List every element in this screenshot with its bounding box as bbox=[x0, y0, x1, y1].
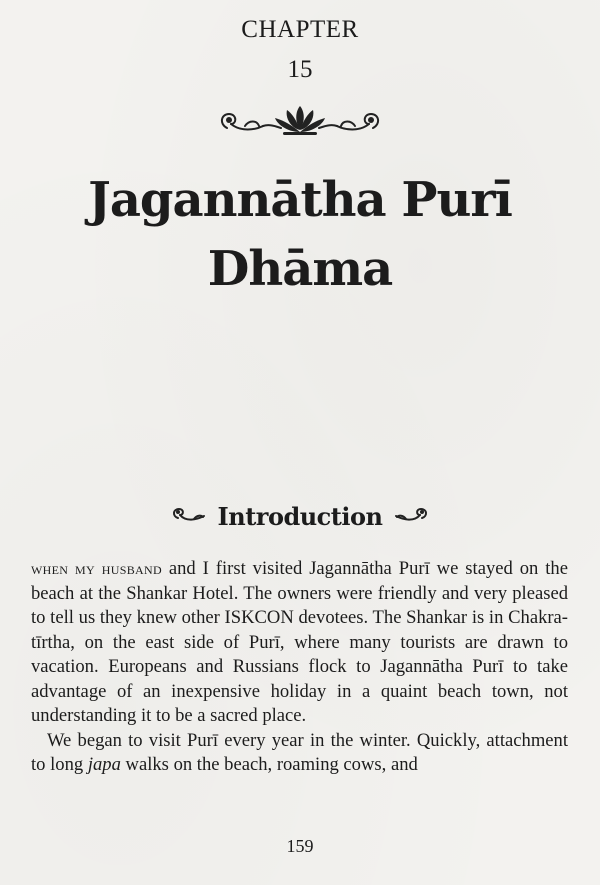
swirl-left-icon bbox=[170, 506, 208, 526]
section-heading bbox=[0, 498, 600, 534]
swirl-right-icon bbox=[392, 506, 430, 526]
chapter-title bbox=[0, 166, 600, 304]
chapter-label: CHAPTER bbox=[241, 16, 359, 43]
paragraph-2-italic-term: japa bbox=[87, 754, 121, 775]
paragraph-2-text-end: walks on the beach, roaming cows, and bbox=[120, 754, 418, 775]
section-heading-text: Introduction bbox=[217, 501, 383, 531]
lotus-flourish-ornament-icon bbox=[215, 100, 385, 144]
chapter-title-line-2: Dhāma bbox=[207, 241, 393, 297]
page-number: 159 bbox=[286, 836, 314, 856]
paragraph-lead-in: when my husband bbox=[31, 559, 162, 578]
paragraph-1 bbox=[31, 557, 568, 729]
body-text bbox=[31, 557, 568, 778]
paragraph-2 bbox=[31, 729, 568, 778]
chapter-title-line-1: Jagannātha Purī bbox=[88, 172, 512, 228]
paragraph-1-text: and I first visited Jagannātha Purī we stayed on the beach at the Shankar Hotel. The owners were friendly and very pleased to tell us they knew other ISKCON devotees. The Shankar is in Chakra-tīrtha, on the east side of Purī, where many tourists are drawn to vacation. Europeans and Russians flock to Jagannātha Purī to take advantage of an inexpensive holiday in a quaint beach town, not understanding it to be a sacred place. bbox=[31, 558, 568, 726]
chapter-number: 15 bbox=[287, 56, 313, 83]
paragraph-2-text-start: We began to visit Purī every year in the winter. Quickly, attachment to long bbox=[31, 729, 568, 775]
